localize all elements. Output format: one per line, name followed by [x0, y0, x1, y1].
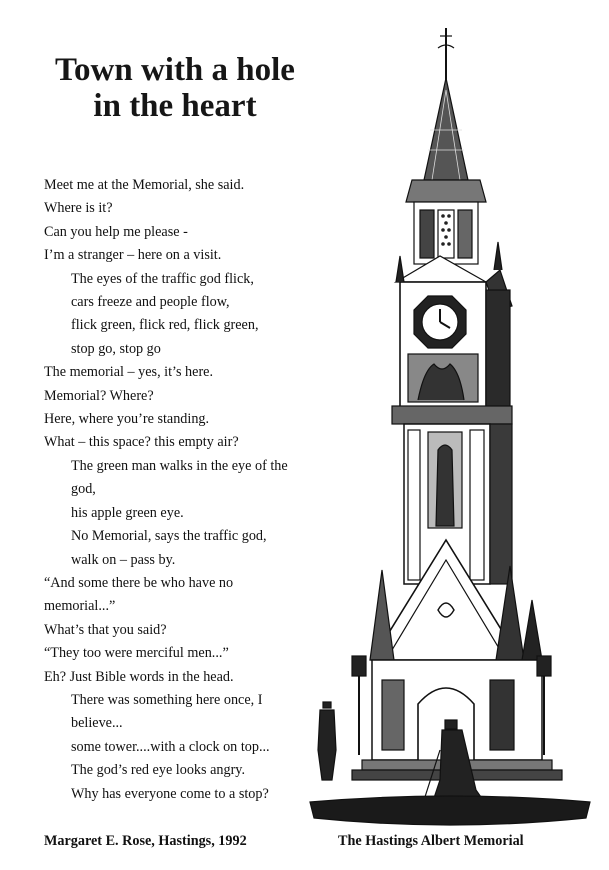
poem-line: The green man walks in the eye of the [71, 457, 288, 474]
poem-body [44, 174, 334, 806]
poem-line: What’s that you said? [44, 621, 167, 638]
poem-line: There was something here once, I [71, 691, 263, 708]
poem-line: “They too were merciful men...” [44, 645, 229, 662]
poem-line: stop go, stop go [71, 340, 161, 357]
poem-line: Where is it? [44, 200, 113, 217]
poem-line: Here, where you’re standing. [44, 411, 210, 428]
poem-line: cars freeze and people flow, [71, 294, 230, 311]
poem-line: memorial...” [44, 598, 116, 615]
poem-line: some tower....with a clock on top... [71, 738, 270, 755]
poem-line: Can you help me please - [44, 223, 188, 240]
author-credit: Margaret E. Rose, Hastings, 1992 [44, 833, 247, 849]
poem-line: The memorial – yes, it’s here. [44, 364, 214, 381]
poem-line: The eyes of the traffic god flick, [71, 270, 254, 287]
poem-title [20, 52, 330, 124]
poem-line: Meet me at the Memorial, she said. [44, 177, 245, 193]
poem-line: walk on – pass by. [71, 551, 176, 568]
illustration-caption: The Hastings Albert Memorial [338, 833, 524, 849]
poem-line: Eh? Just Bible words in the head. [44, 668, 234, 685]
poem-line: believe... [71, 715, 123, 732]
poem-line: I’m a stranger – here on a visit. [44, 247, 222, 264]
poem-line: “And some there be who have no [44, 574, 234, 591]
poem-line: Memorial? Where? [44, 387, 154, 404]
poem-line: The god’s red eye looks angry. [71, 762, 246, 779]
poem-line: god, [71, 481, 96, 498]
poem-line: flick green, flick red, flick green, [71, 317, 259, 334]
poem-line: No Memorial, says the traffic god, [71, 528, 267, 545]
clock-tower-illustration [300, 20, 605, 828]
poem-line: What – this space? this empty air? [44, 434, 239, 451]
title-line-2: in the heart [93, 88, 257, 124]
poem-line: Why has everyone come to a stop? [71, 785, 269, 802]
poem-line: his apple green eye. [71, 504, 184, 521]
title-line-1: Town with a hole [55, 52, 295, 88]
